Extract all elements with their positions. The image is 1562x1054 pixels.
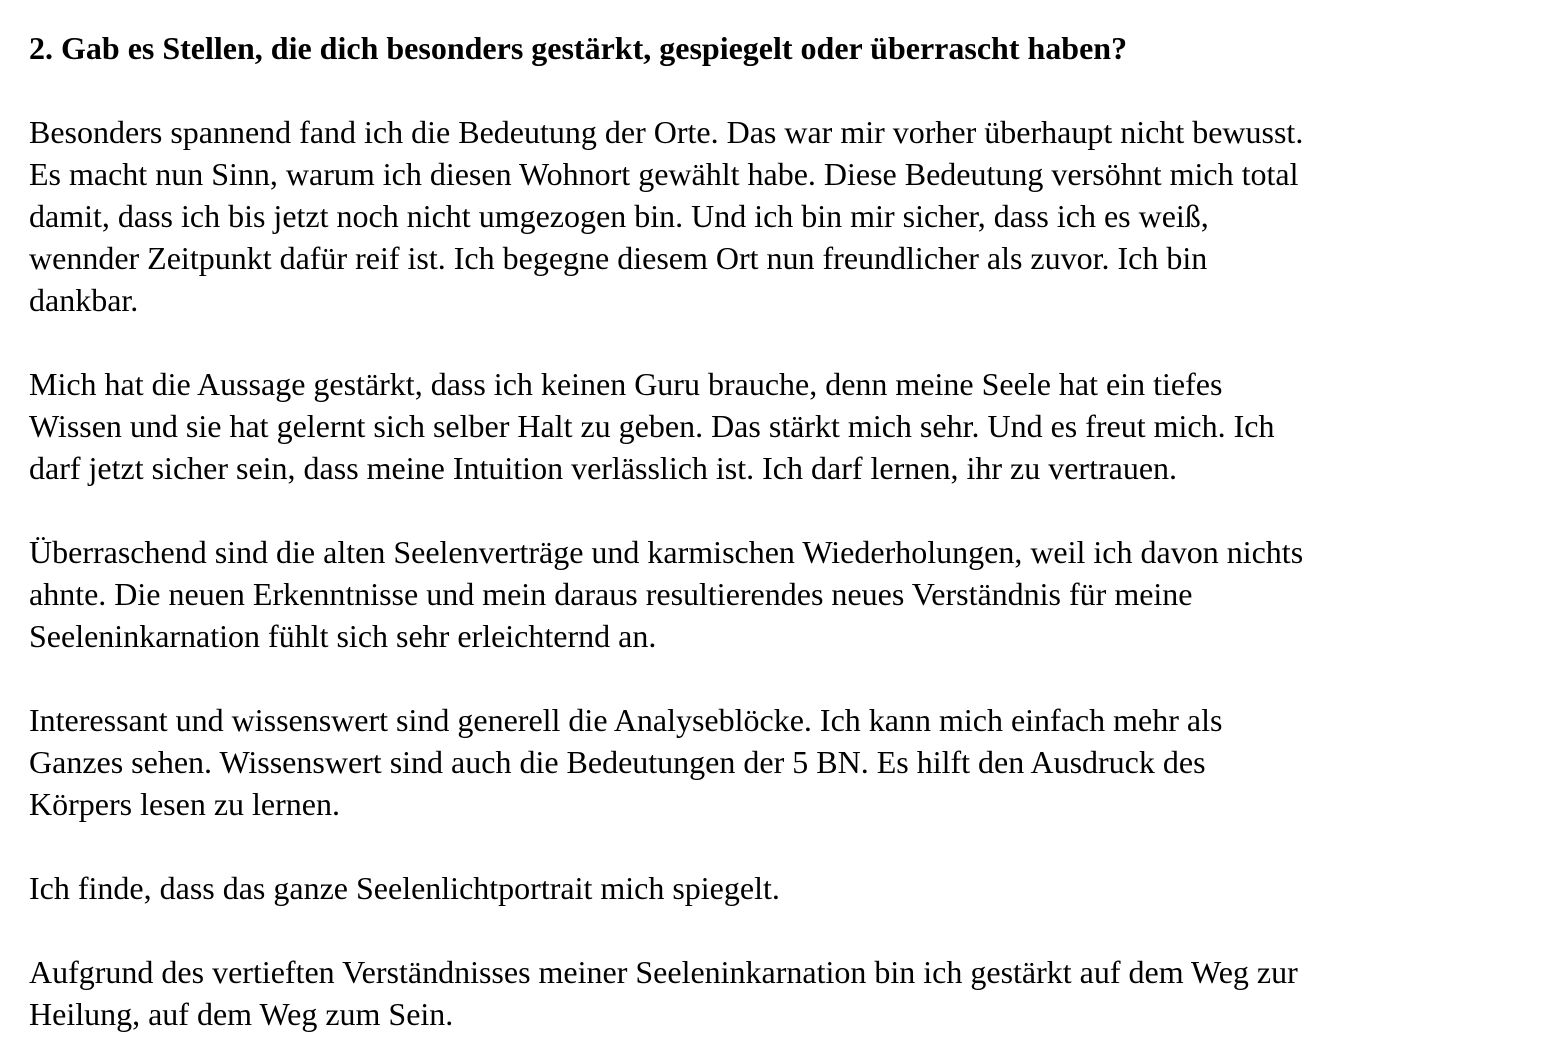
- text-line: Heilung, auf dem Weg zum Sein.: [29, 996, 454, 1032]
- text-line: Ich finde, dass das ganze Seelenlichtportrait mich spiegelt.: [29, 870, 780, 906]
- text-line: Wissen und sie hat gelernt sich selber Halt zu geben. Das stärkt mich sehr. Und es freut mich. Ich: [29, 408, 1275, 444]
- text-line: Ganzes sehen. Wissenswert sind auch die Bedeutungen der 5 BN. Es hilft den Ausdruck des: [29, 744, 1206, 780]
- text-line: Seeleninkarnation fühlt sich sehr erleichternd an.: [29, 618, 657, 654]
- document-page: [29, 27, 1509, 1035]
- text-line: Aufgrund des vertieften Verständnisses meiner Seeleninkarnation bin ich gestärkt auf dem Weg zur: [29, 954, 1298, 990]
- text-line: Es macht nun Sinn, warum ich diesen Wohnort gewählt habe. Diese Bedeutung versöhnt mich total: [29, 156, 1299, 192]
- question-heading: 2. Gab es Stellen, die dich besonders gestärkt, gespiegelt oder überrascht haben?: [29, 30, 1128, 66]
- answer-paragraph-healing: [29, 951, 1509, 1035]
- text-line: Körpers lesen zu lernen.: [29, 786, 340, 822]
- text-line: ahnte. Die neuen Erkenntnisse und mein daraus resultierendes neues Verständnis für meine: [29, 576, 1193, 612]
- answer-paragraph-guru: [29, 363, 1509, 489]
- text-line: Interessant und wissenswert sind generell die Analyseblöcke. Ich kann mich einfach mehr als: [29, 702, 1223, 738]
- text-line: damit, dass ich bis jetzt noch nicht umgezogen bin. Und ich bin mir sicher, dass ich es weiß,: [29, 198, 1209, 234]
- answer-paragraph-analysis-blocks: [29, 699, 1509, 825]
- text-line: wennder Zeitpunkt dafür reif ist. Ich begegne diesem Ort nun freundlicher als zuvor. Ich bin: [29, 240, 1208, 276]
- text-line: darf jetzt sicher sein, dass meine Intuition verlässlich ist. Ich darf lernen, ihr zu vertrauen.: [29, 450, 1178, 486]
- text-line: Mich hat die Aussage gestärkt, dass ich keinen Guru brauche, denn meine Seele hat ein tiefes: [29, 366, 1223, 402]
- answer-paragraph-soul-contracts: [29, 531, 1509, 657]
- text-line: dankbar.: [29, 282, 139, 318]
- answer-paragraph-mirror: [29, 867, 1509, 909]
- answer-paragraph-places: [29, 111, 1509, 321]
- text-line: Überraschend sind die alten Seelenverträge und karmischen Wiederholungen, weil ich davon nichts: [29, 534, 1304, 570]
- text-line: Besonders spannend fand ich die Bedeutung der Orte. Das war mir vorher überhaupt nicht bewusst.: [29, 114, 1304, 150]
